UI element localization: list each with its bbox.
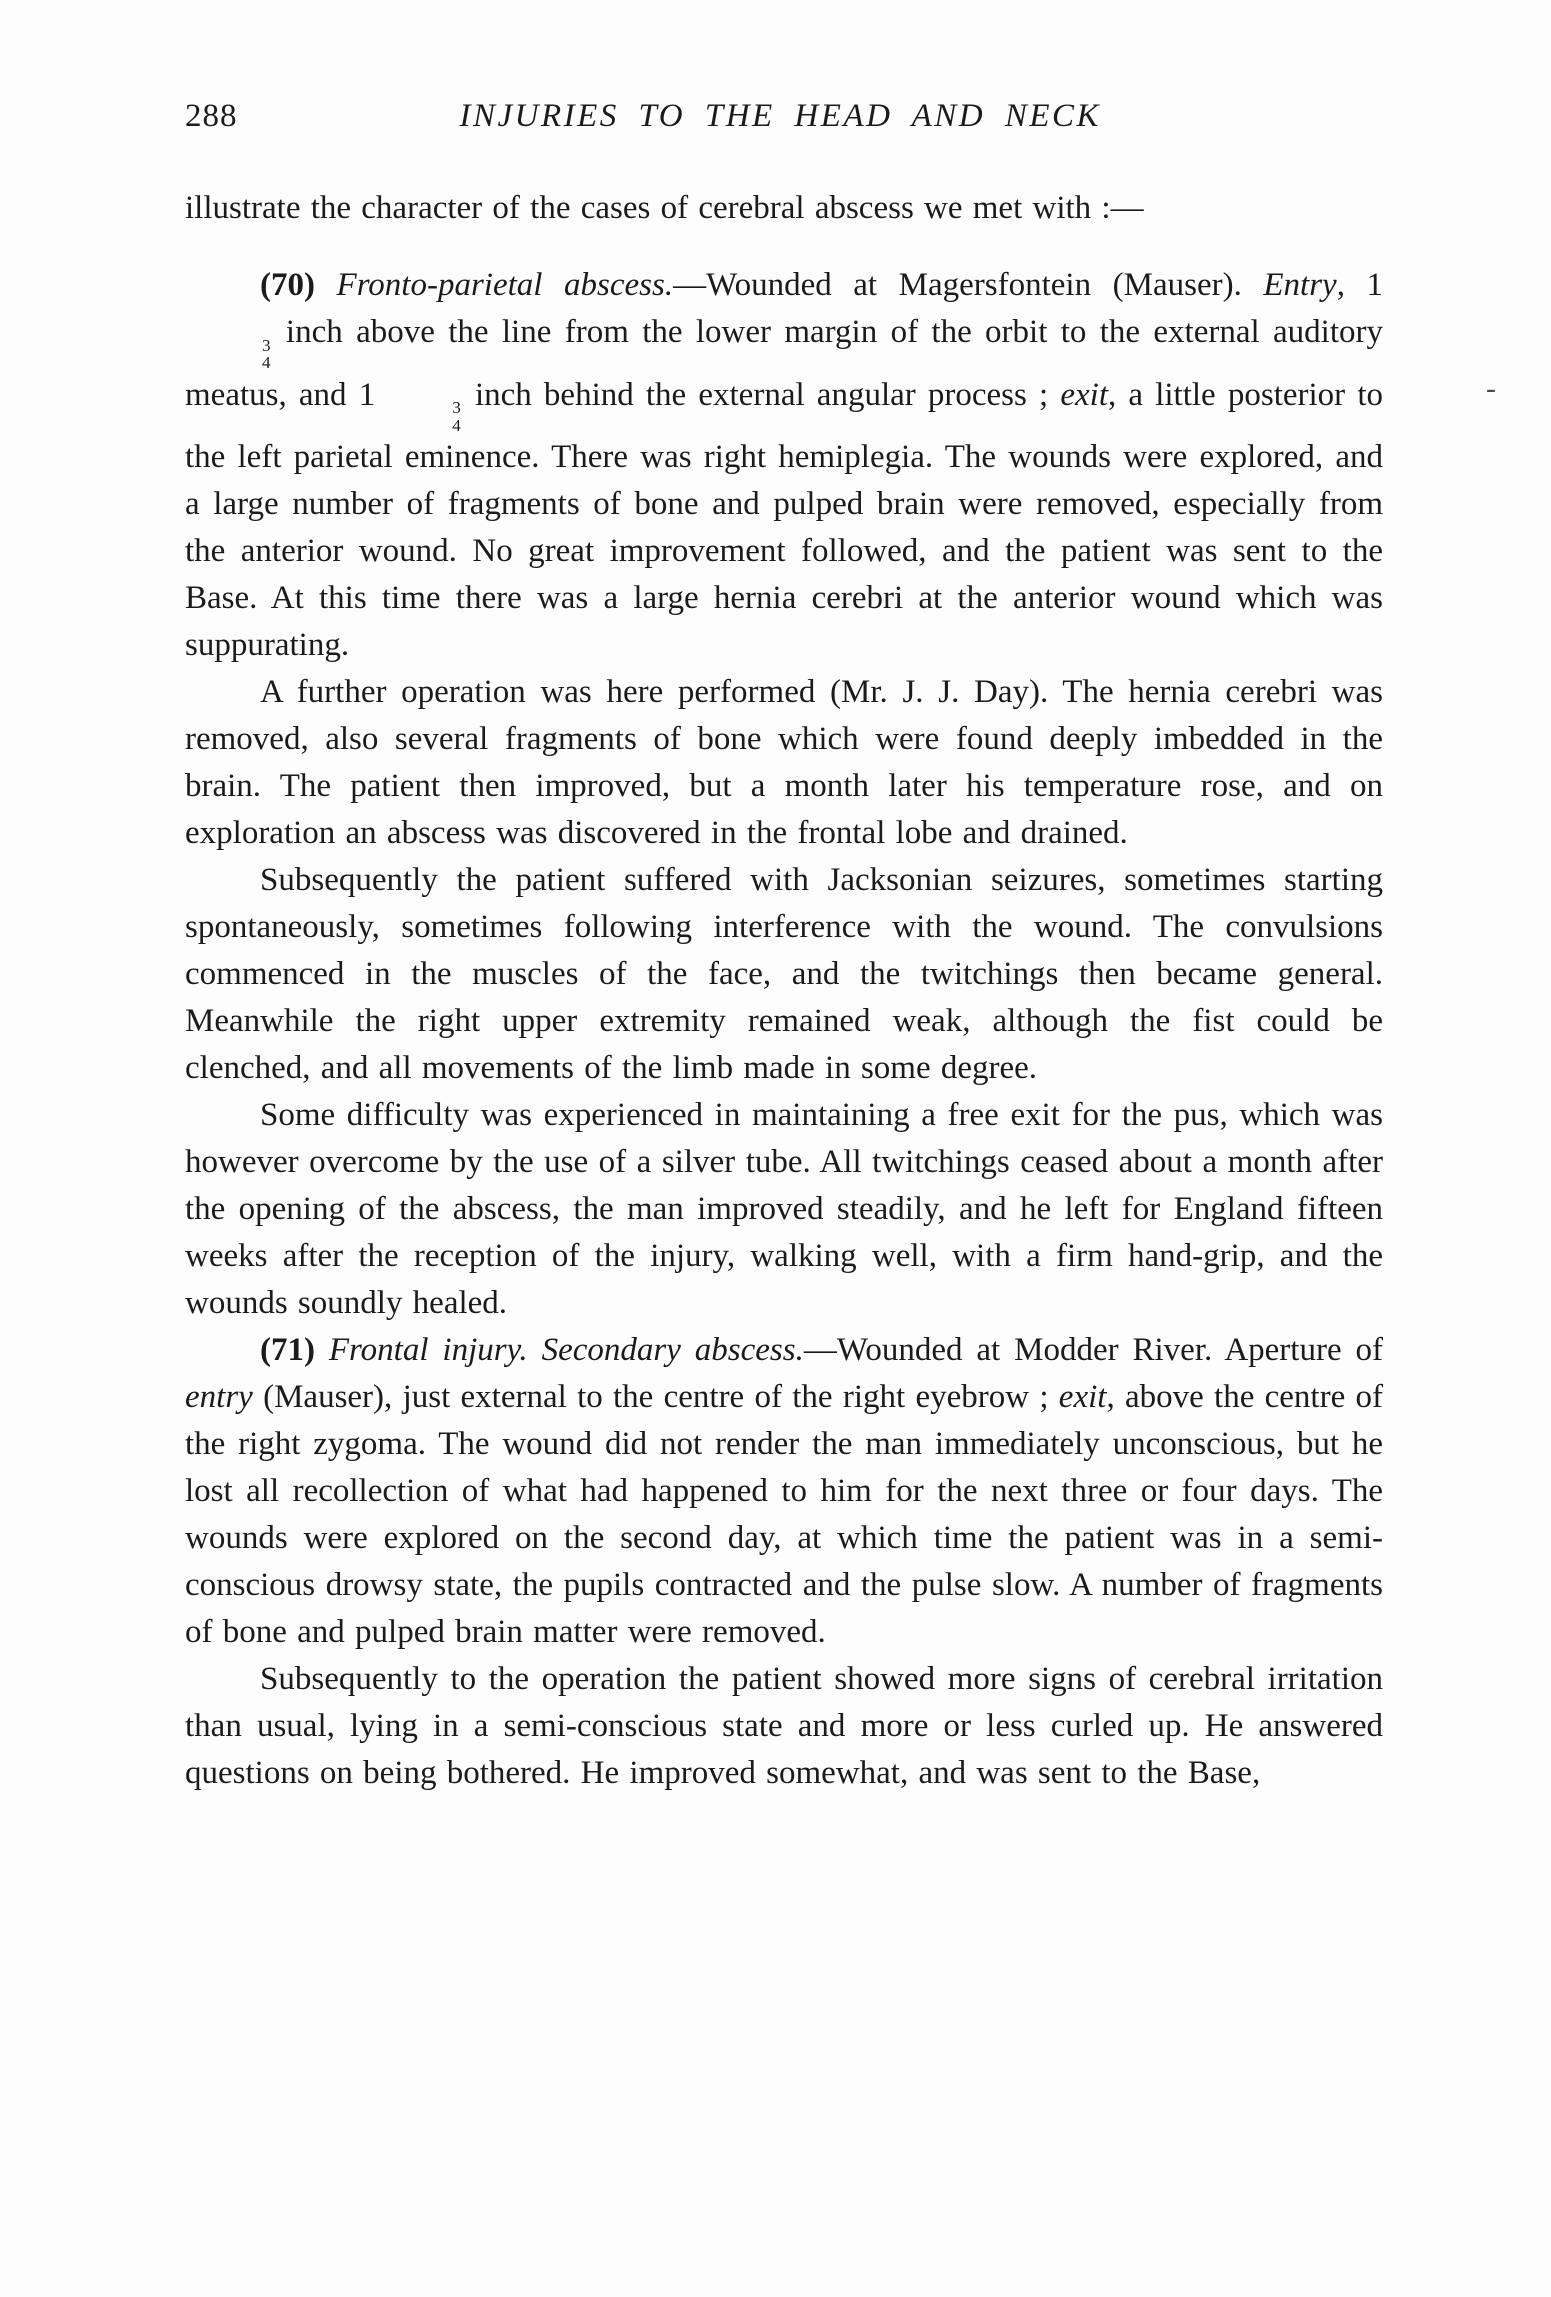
running-head — [185, 98, 1383, 135]
paragraph: A further operation was here performed (Mr. J. J. Day). The hernia cerebri was removed, also several fragments of bone which were found deeply imbedded in the brain. The patient then improved, but a month later his temperature rose, and on exploration an abscess was discovered in the frontal lobe and drained. — [185, 674, 1383, 852]
paragraph: Subsequently to the operation the patient showed more signs of cerebral irritation than usual, lying in a semi-conscious state and more or less curled up. He answered questions on being bothered. He improved somewhat, and was sent to the Base, — [185, 1661, 1383, 1792]
fraction: 3 4 — [262, 335, 271, 373]
paragraph: illustrate the character of the cases of cerebral abscess we met with :— — [185, 190, 1144, 226]
body-text — [185, 185, 1383, 1797]
paragraph: (71) Frontal injury. Secondary abscess.—Wounded at Modder River. Aperture of entry (Mauser), just external to the centre of the right eyebrow ; exit, above the centre of the right zygoma. The wound did not render the man immediately unconscious, but he lost all recollection of what had happened to him for the next three or four days. The wounds were explored on the second day, at which time the patient was in a semi-conscious drowsy state, the pupils contracted and the pulse slow. A number of fragments of bone and pulped brain matter were removed. — [185, 1332, 1383, 1651]
paragraph: Some difficulty was experienced in maintaining a free exit for the pus, which was however overcome by the use of a silver tube. All twitchings ceased about a month after the opening of the abscess, the man improved steadily, and he left for England fifteen weeks after the reception of the injury, walking well, with a firm hand-grip, and the wounds soundly healed. — [185, 1097, 1383, 1322]
paragraph: Subsequently the patient suffered with Jacksonian seizures, sometimes starting spontaneously, sometimes following interference with the wound. The convulsions commenced in the muscles of the face, and the twitchings then became general. Meanwhile the right upper extremity remained weak, although the fist could be clenched, and all movements of the limb made in some degree. — [185, 862, 1383, 1087]
running-title: INJURIES TO THE HEAD AND NECK — [459, 98, 1102, 134]
page-number: 288 — [185, 98, 238, 134]
paragraph: (70) Fronto-parietal abscess.—Wounded at Magersfontein (Mauser). Entry, 1 3 4 inch above the line from the lower margin of the orbit to the external auditory meatus, and 1 3 4 inch behind the external angular process ; exit, a little posterior to the left parietal eminence. There was right hemiplegia. The wounds were explored, and a large number of fragments of bone and pulped brain were removed, especially from the anterior wound. No great improvement followed, and the patient was sent to the Base. At this time there was a large hernia cerebri at the anterior wound which was suppurating. — [185, 267, 1383, 664]
scan-artifact-dash: - — [1486, 372, 1496, 405]
fraction: 3 4 — [452, 398, 461, 435]
